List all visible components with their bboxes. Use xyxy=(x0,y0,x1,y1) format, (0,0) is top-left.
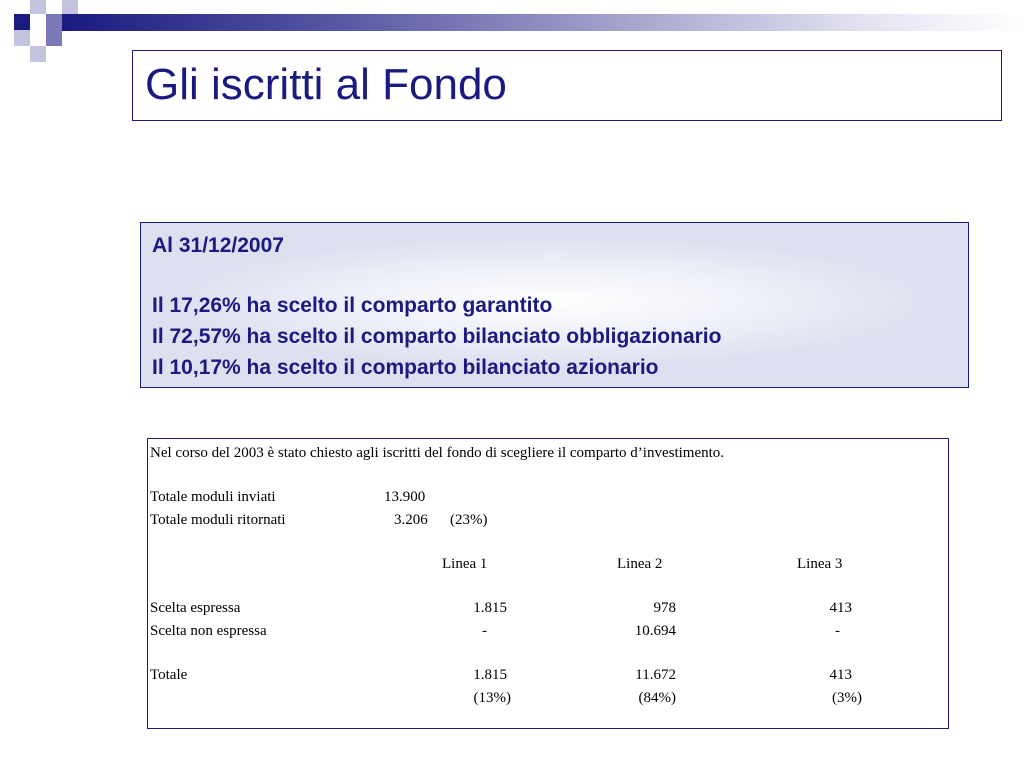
detail-intro: Nel corso del 2003 è stato chiesto agli iscritti del fondo di scegliere il comparto d’investimento. xyxy=(150,445,725,461)
moduli-ritornati-pct: (23%) xyxy=(450,512,488,528)
cell-totale-linea-3: 413 xyxy=(829,667,852,683)
cell-totale-linea-2: 11.672 xyxy=(635,667,676,683)
summary-line-azionario: Il 10,17% ha scelto il comparto bilanciato azionario xyxy=(152,356,659,379)
slide-title: Gli iscritti al Fondo xyxy=(145,60,507,109)
decorative-square xyxy=(30,46,46,62)
cell-scelta-espressa-linea-3: 413 xyxy=(829,600,852,616)
cell-scelta-non-espressa-linea-2: 10.694 xyxy=(634,623,676,639)
decorative-square xyxy=(46,30,62,46)
cell-scelta-non-espressa-linea-3: - xyxy=(835,623,840,639)
summary-date: Al 31/12/2007 xyxy=(152,234,284,257)
moduli-ritornati-label: Totale moduli ritornati xyxy=(150,512,286,528)
header-gradient-bar xyxy=(62,14,1024,31)
totale-pct-linea-2: (84%) xyxy=(638,690,676,706)
totale-pct-linea-3: (3%) xyxy=(832,690,862,706)
summary-line-obbligazionario: Il 72,57% ha scelto il comparto bilanciato obbligazionario xyxy=(152,325,722,348)
decorative-square xyxy=(14,30,30,46)
column-header-linea-2: Linea 2 xyxy=(617,556,663,572)
cell-scelta-espressa-linea-2: 978 xyxy=(653,600,676,616)
cell-totale-linea-1: 1.815 xyxy=(473,667,507,683)
column-header-linea-1: Linea 1 xyxy=(442,556,488,572)
title-box xyxy=(132,50,1002,121)
moduli-ritornati-value: 3.206 xyxy=(394,512,428,528)
decorative-square xyxy=(46,14,62,30)
summary-line-garantito: Il 17,26% ha scelto il comparto garantito xyxy=(152,294,553,317)
row-label-scelta-non-espressa: Scelta non espressa xyxy=(150,623,267,639)
decorative-square xyxy=(30,0,46,14)
decorative-square xyxy=(62,0,78,14)
detail-box xyxy=(147,438,949,729)
cell-scelta-non-espressa-linea-1: - xyxy=(482,623,487,639)
column-header-linea-3: Linea 3 xyxy=(797,556,843,572)
cell-scelta-espressa-linea-1: 1.815 xyxy=(473,600,507,616)
decorative-square xyxy=(14,14,30,30)
row-label-scelta-espressa: Scelta espressa xyxy=(150,600,241,616)
row-label-totale: Totale xyxy=(150,667,188,683)
moduli-inviati-value: 13.900 xyxy=(384,489,426,505)
totale-pct-linea-1: (13%) xyxy=(473,690,511,706)
moduli-inviati-label: Totale moduli inviati xyxy=(150,489,276,505)
summary-box xyxy=(140,222,969,388)
